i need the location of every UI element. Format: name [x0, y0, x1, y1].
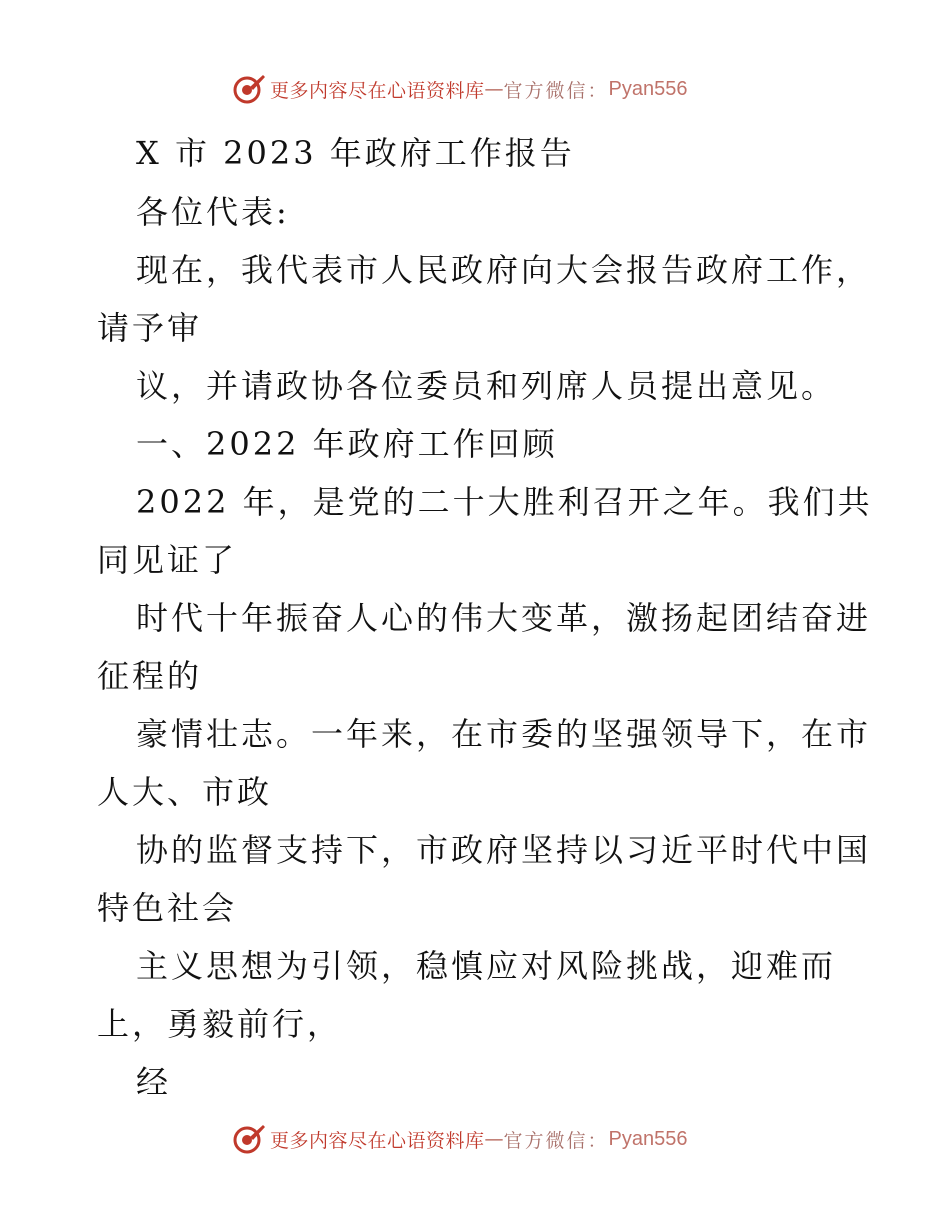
paragraph-line: 时代十年振奋人心的伟大变革，激扬起团结奋进 — [136, 599, 872, 637]
paragraph-line: 上，勇毅前行， — [97, 1005, 343, 1043]
paragraph-line: 2022 年，是党的二十大胜利召开之年。我们共 — [136, 483, 873, 521]
salutation: 各位代表: — [136, 193, 290, 231]
document-title: X 市 2023 年政府工作报告 — [136, 134, 575, 172]
watermark-wechat-id: Pyan556 — [608, 1127, 688, 1150]
watermark-dash: — — [484, 1128, 504, 1150]
watermark-label: 官方微信： — [503, 1129, 609, 1152]
watermark-header — [232, 72, 688, 106]
watermark-label: 官方微信： — [503, 79, 609, 102]
paragraph-line: 主义思想为引领，稳慎应对风险挑战，迎难而 — [136, 947, 837, 985]
paragraph-line: 议，并请政协各位委员和列席人员提出意见。 — [136, 367, 837, 405]
paragraph-line: 同见证了 — [97, 541, 238, 579]
watermark-text: 更多内容尽在心语资料库 — [270, 1129, 485, 1152]
paragraph-line: 特色社会 — [97, 889, 238, 927]
pen-logo-icon — [232, 72, 266, 106]
section-heading: 一、2022 年政府工作回顾 — [136, 425, 558, 463]
pen-logo-icon — [232, 1122, 266, 1156]
paragraph-line: 现在，我代表市人民政府向大会报告政府工作， — [136, 251, 872, 289]
paragraph-line: 征程的 — [97, 657, 203, 695]
watermark-wechat-id: Pyan556 — [608, 77, 688, 100]
paragraph-line: 人大、市政 — [97, 773, 273, 811]
paragraph-line: 经 — [136, 1063, 172, 1101]
paragraph-line: 请予审 — [97, 309, 203, 347]
paragraph-line: 协的监督支持下，市政府坚持以习近平时代中国 — [136, 831, 872, 869]
paragraph-line: 豪情壮志。一年来，在市委的坚强领导下，在市 — [136, 715, 872, 753]
watermark-dash: — — [484, 78, 504, 100]
watermark-text: 更多内容尽在心语资料库 — [270, 79, 485, 102]
watermark-footer — [232, 1122, 688, 1156]
